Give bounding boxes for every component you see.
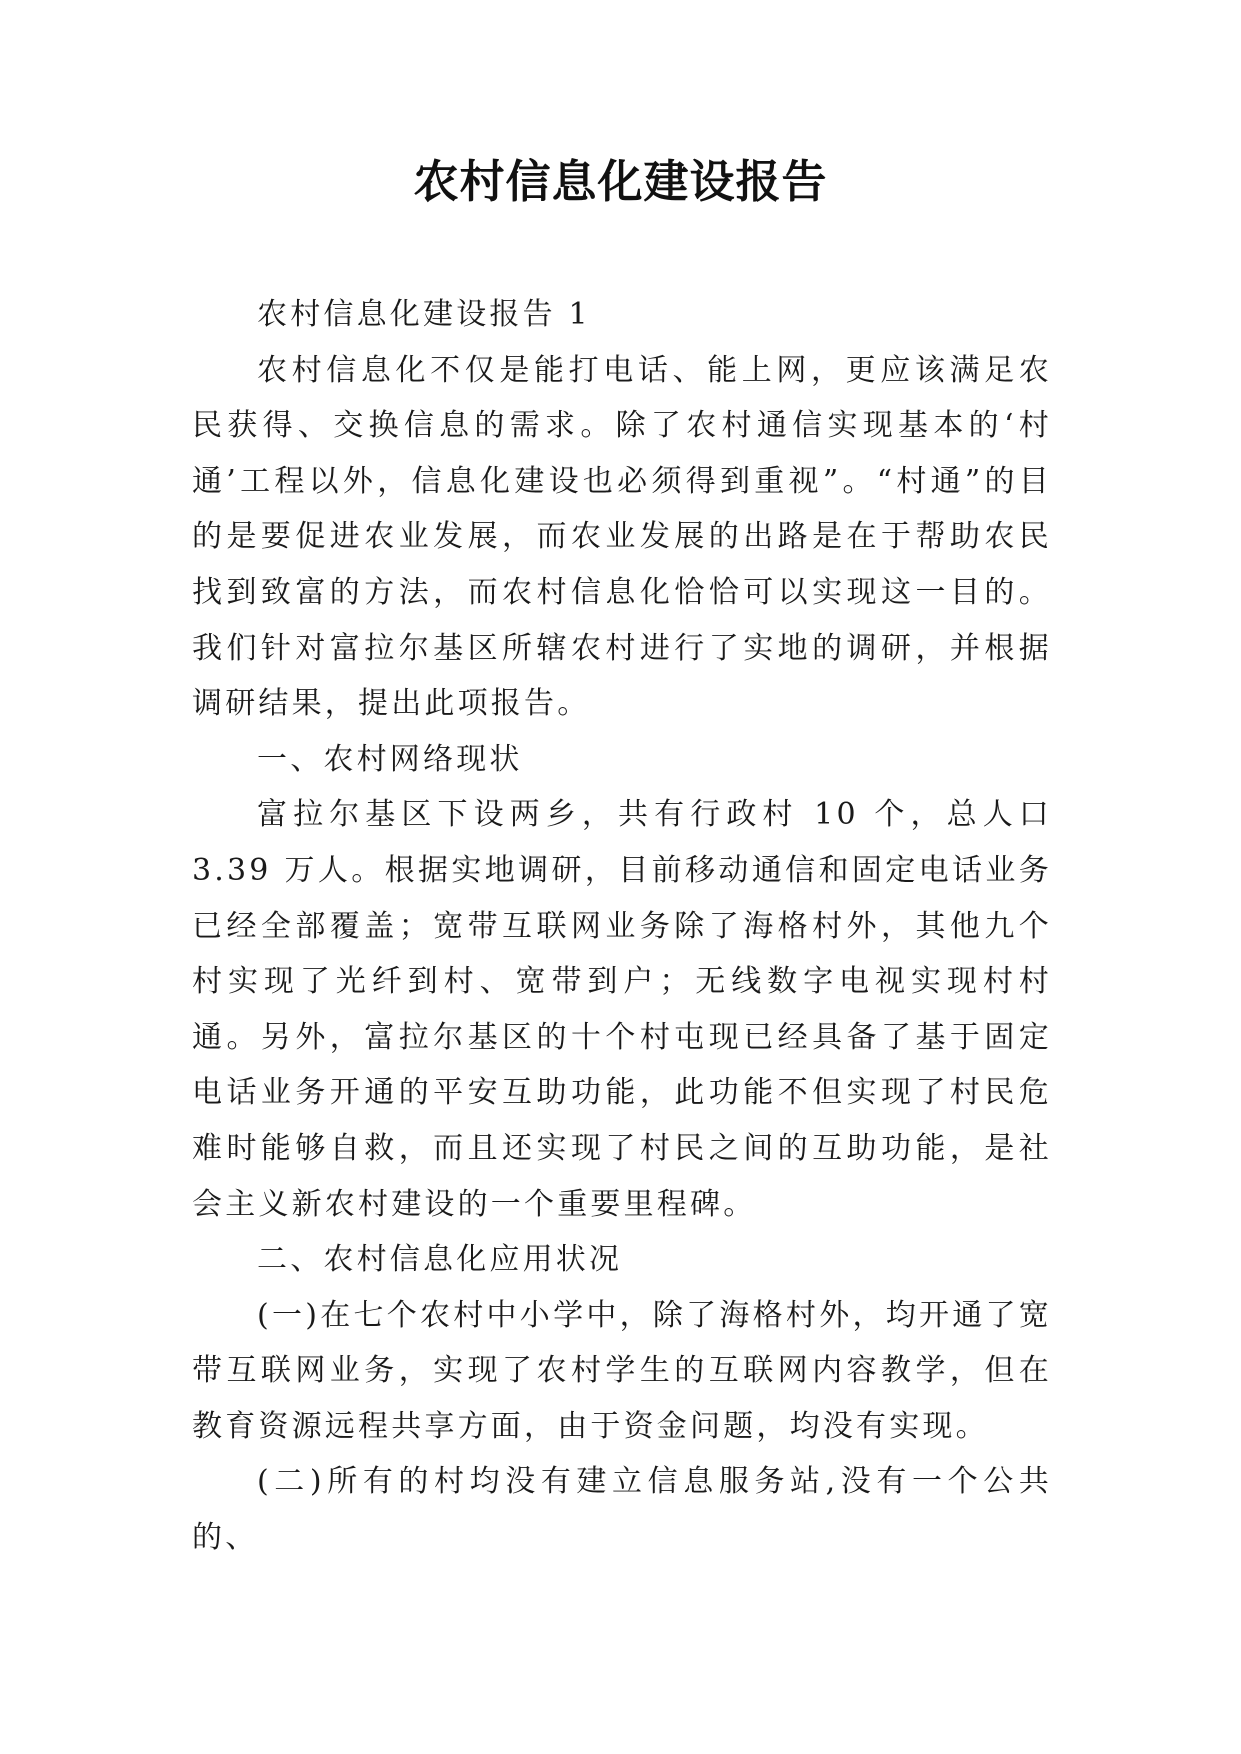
paragraph-service-stations: (二)所有的村均没有建立信息服务站,没有一个公共的、 [192, 1464, 1052, 1556]
section-heading-network: 一、农村网络现状 [257, 741, 523, 777]
section-heading-application: 二、农村信息化应用状况 [257, 1242, 623, 1278]
document-body [192, 287, 1052, 1566]
section-subtitle: 农村信息化建设报告 1 [257, 297, 591, 332]
paragraph-schools: (一)在七个农村中小学中，除了海格村外，均开通了宽带互联网业务，实现了农村学生的互联网内容教学，但在教育资源远程共享方面，由于资金问题，均没有实现。 [192, 1297, 1052, 1444]
paragraph-network: 富拉尔基区下设两乡，共有行政村 10 个，总人口 3.39 万人。根据实地调研，目前移动通信和固定电话业务已经全部覆盖；宽带互联网业务除了海格村外，其他九个村实现了光纤到村、宽带到户；无线数字电视实现村村通。另外，富拉尔基区的十个村屯现已经具备了基于固定电话业务开通的平安互助功能，此功能不但实现了村民危难时能够自救，而且还实现了村民之间的互助功能，是社会主义新农村建设的一个重要里程碑。 [192, 797, 1052, 1222]
document-title: 农村信息化建设报告 [413, 155, 828, 208]
paragraph-intro: 农村信息化不仅是能打电话、能上网，更应该满足农民获得、交换信息的需求。除了农村通信实现基本的‘村通’工程以外，信息化建设也必须得到重视”。“村通”的目的是要促进农业发展，而农业发展的出路是在于帮助农民找到致富的方法，而农村信息化恰恰可以实现这一目的。我们针对富拉尔基区所辖农村进行了实地的调研，并根据调研结果，提出此项报告。 [192, 352, 1052, 722]
